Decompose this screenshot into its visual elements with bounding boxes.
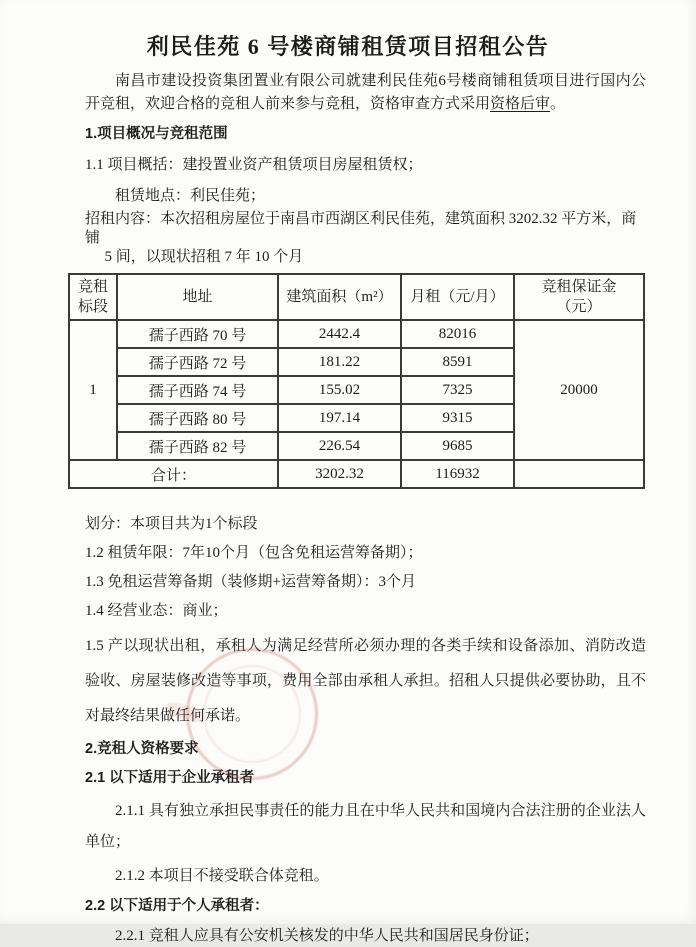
item-2-2: 2.2 以下适用于个人承租者： <box>85 898 269 914</box>
cell-rent: 9685 <box>401 432 514 460</box>
cell-address: 孺子西路 80 号 <box>117 404 278 432</box>
item-division: 划分：本项目共为1个标段 <box>85 516 258 532</box>
cell-area: 181.22 <box>278 348 401 376</box>
cell-address: 孺子西路 70 号 <box>117 320 278 348</box>
cell-address: 孺子西路 72 号 <box>117 348 278 376</box>
cell-address: 孺子西路 82 号 <box>117 432 278 460</box>
table-total-row <box>69 460 644 488</box>
cell-rent: 8591 <box>401 348 514 376</box>
cell-bid-section: 1 <box>69 320 117 460</box>
header-bid-section: 竞租 标段 <box>69 274 117 320</box>
item-2-1-2: 2.1.2 本项目不接受联合体竞租。 <box>115 868 329 884</box>
item-2-2-1: 2.2.1 竞租人应具有公安机关核发的中华人民共和国居民身份证； <box>115 928 539 944</box>
underlined-qualification-method: 资格后审 <box>490 96 551 112</box>
cell-area: 197.14 <box>278 404 401 432</box>
cell-rent: 82016 <box>401 320 514 348</box>
header-rent: 月租（元/月） <box>401 274 514 320</box>
rent-table <box>68 273 645 489</box>
header-area: 建筑面积（m²） <box>278 274 401 320</box>
item-2-1: 2.1 以下适用于企业承租者 <box>85 770 255 786</box>
section-2-heading: 2.竞租人资格要求 <box>85 741 199 757</box>
cell-area: 2442.4 <box>278 320 401 348</box>
line-rental-content-1: 招租内容：本次招租房屋位于南昌市西湖区利民佳苑，建筑面积 3202.32 平方米，商铺 <box>85 211 637 246</box>
cell-deposit: 20000 <box>514 320 644 460</box>
cell-total-label: 合计： <box>69 460 278 488</box>
intro-paragraph <box>85 70 646 116</box>
header-address: 地址 <box>117 274 278 320</box>
header-deposit: 竞租保证金 （元） <box>514 274 644 320</box>
page-title: 利民佳苑 6 号楼商铺租赁项目招租公告 <box>146 34 550 59</box>
cell-total-deposit-empty <box>514 460 644 488</box>
section-1-heading: 1.项目概况与竞租范围 <box>85 126 228 142</box>
table-row <box>69 320 644 348</box>
item-1-3: 1.3 免租运营筹备期（装修期+运营筹备期）：3个月 <box>85 574 416 590</box>
line-rental-location: 租赁地点：利民佳苑； <box>115 188 266 204</box>
cell-area: 155.02 <box>278 376 401 404</box>
cell-rent: 9315 <box>401 404 514 432</box>
cell-total-rent: 116932 <box>401 460 514 488</box>
intro-text: 南昌市建设投资集团置业有限公司就建利民佳苑6号楼商铺租赁项目进行国内公开竞租，欢迎合格的竞租人前来参与竞租，资格审查方式采用 <box>85 73 646 112</box>
cell-address: 孺子西路 74 号 <box>117 376 278 404</box>
item-1-5: 1.5 产以现状出租，承租人为满足经营所必须办理的各类手续和设备添加、消防改造验收、房屋装修改造等事项，费用全部由承租人承担。招租人只提供必要协助，且不对最终结果做任何承诺。 <box>85 638 646 724</box>
item-1-2: 1.2 租赁年限：7年10个月（包含免租运营筹备期）； <box>85 545 423 561</box>
item-2-1-1: 2.1.1 具有独立承担民事责任的能力且在中华人民共和国境内合法注册的企业法人单位； <box>85 803 646 850</box>
cell-rent: 7325 <box>401 376 514 404</box>
cell-area: 226.54 <box>278 432 401 460</box>
line-project-summary: 1.1 项目概括：建投置业资产租赁项目房屋租赁权； <box>85 157 423 173</box>
line-rental-content-2: 5 间，以现状招租 7 年 10 个月 <box>104 249 304 265</box>
cell-total-area: 3202.32 <box>278 460 401 488</box>
table-header-row <box>69 274 644 320</box>
item-1-4: 1.4 经营业态：商业； <box>85 603 228 619</box>
intro-period: 。 <box>550 96 566 112</box>
